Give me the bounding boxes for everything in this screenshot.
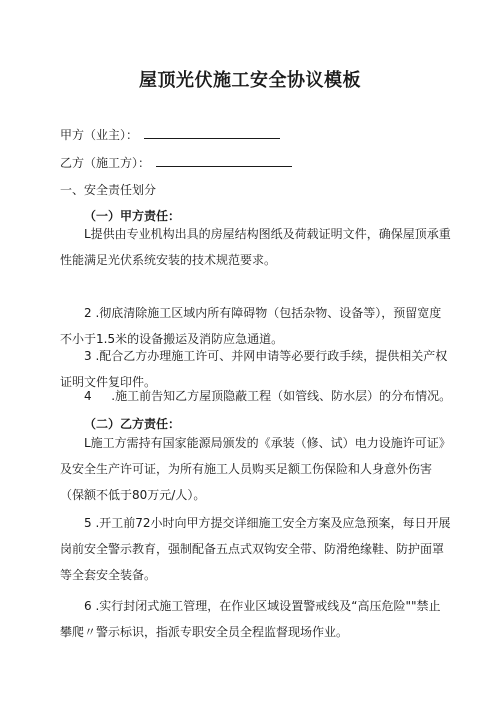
section1-heading: 一、安全责任划分 xyxy=(60,183,157,197)
party-b-blank[interactable] xyxy=(156,155,292,167)
document-title: 屋顶光伏施工安全协议模板 xyxy=(139,70,361,91)
sub-b-item-3 xyxy=(60,593,440,645)
party-a-label: 甲方（业主）： xyxy=(60,128,139,142)
party-a-line xyxy=(60,126,450,143)
party-a-blank[interactable] xyxy=(144,127,280,139)
item-line: （保额不低于80万元/人）。 xyxy=(60,488,206,502)
sub-b-item-2 xyxy=(60,510,451,588)
item-line: 证明文件复印件。 xyxy=(60,375,157,389)
sub-b-heading: （二）乙方责任： xyxy=(84,417,181,431)
item-line: L施工方需持有国家能源局颁发的《承装（修、试）电力设施许可证》 xyxy=(84,436,451,450)
item-line: 攀爬〃警示标识，指派专职安全员全程监督现场作业。 xyxy=(60,625,349,639)
item-line: 4 .施工前告知乙方屋顶隐蔽工程（如管线、防水层）的分布情况。 xyxy=(84,389,452,403)
sub-a-item-4 xyxy=(60,383,452,409)
item-line: 6 .实行封闭式施工管理，在作业区域设置警戒线及“高压危险""禁止 xyxy=(84,599,441,613)
item-line: 3 .配合乙方办理施工许可、并网申请等必要行政手续，提供相关产权 xyxy=(84,349,448,363)
item-line: 不小于1.5米的设备搬运及消防应急通道。 xyxy=(60,332,284,346)
sub-b-item-1 xyxy=(60,430,451,508)
item-line: 岗前安全警示教育，强制配备五点式双钩安全带、防滑绝缘鞋、防护面罩 xyxy=(60,542,445,556)
party-b-label: 乙方（施工方）： xyxy=(60,156,151,170)
item-line: 性能满足光伏系统安装的技术规范要求。 xyxy=(60,253,277,267)
item-line: 等全套安全装备。 xyxy=(60,568,157,582)
item-line: 及安全生产许可证，为所有施工人员购买足额工伤保险和人身意外伤害 xyxy=(60,462,433,476)
item-line: 5 .开工前72小时向甲方提交详细施工安全方案及应急预案，每日开展 xyxy=(84,516,451,530)
item-line: L提供由专业机构出具的房屋结构图纸及荷载证明文件，确保屋顶承重 xyxy=(84,227,451,241)
sub-a-heading: （一）甲方责任： xyxy=(84,209,181,223)
party-b-line xyxy=(60,154,450,171)
item-line: 2 .彻底清除施工区域内所有障碍物（包括杂物、设备等），预留宽度 xyxy=(84,306,442,320)
sub-a-item-1 xyxy=(60,221,451,273)
